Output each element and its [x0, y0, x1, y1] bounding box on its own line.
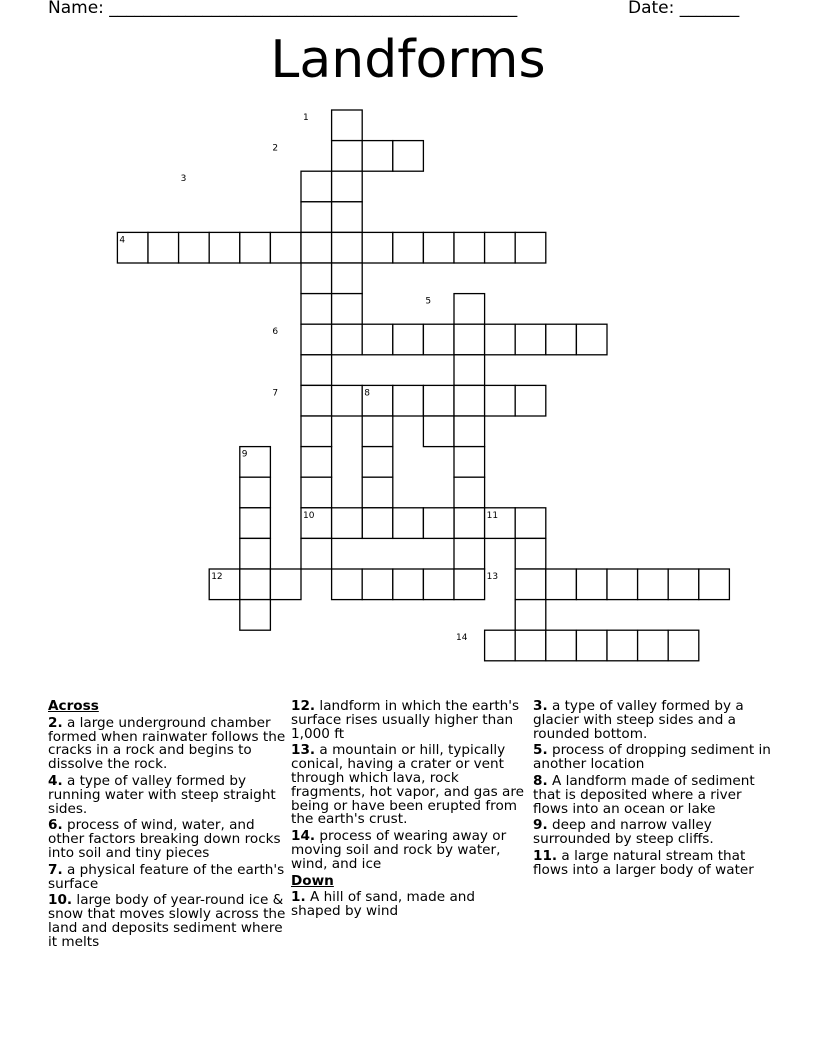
clue-text: large body of year-round ice & snow that moves slowly across the land and deposits sediment where it melts	[48, 892, 286, 950]
clue-text: process of wearing away or moving soil and rock by water, wind, and ice	[291, 828, 507, 872]
crossword-cell[interactable]	[454, 385, 485, 416]
cell-number: 5	[425, 296, 432, 307]
clue-number: 5.	[533, 742, 548, 759]
crossword-cell[interactable]	[148, 232, 179, 263]
clues-column-3	[533, 700, 773, 881]
clue-item	[291, 830, 526, 871]
crossword-cell[interactable]	[576, 569, 607, 600]
crossword-cell[interactable]	[301, 477, 332, 508]
crossword-cell[interactable]	[301, 232, 332, 263]
crossword-cell[interactable]	[638, 569, 669, 600]
crossword-cell[interactable]	[362, 416, 393, 447]
clue-number: 6.	[48, 817, 63, 834]
clue-item	[291, 744, 526, 827]
clue-text: deep and narrow valley surrounded by steep cliffs.	[533, 817, 714, 848]
clue-item	[291, 891, 526, 919]
clue-text: process of wind, water, and other factors breaking down rocks into soil and tiny pieces	[48, 817, 281, 861]
clue-number: 14.	[291, 828, 316, 845]
crossword-cell[interactable]	[423, 385, 454, 416]
clue-number: 7.	[48, 861, 63, 878]
cell-number: 2	[272, 143, 279, 154]
crossword-cell[interactable]	[393, 508, 424, 539]
crossword-cell[interactable]	[332, 294, 363, 325]
clue-text: a mountain or hill, typically conical, having a crater or vent through which lava, rock fragments, hot vapor, and gas are being or have been erupted from the earth's crust.	[291, 742, 524, 828]
clue-item	[48, 772, 288, 817]
clue-text: a type of valley formed by a glacier with steep sides and a rounded bottom.	[533, 698, 744, 742]
crossword-cell[interactable]	[423, 508, 454, 539]
crossword-cell[interactable]	[240, 569, 271, 600]
crossword-cell[interactable]	[423, 324, 454, 355]
crossword-cell[interactable]	[454, 508, 485, 539]
clue-item	[48, 861, 288, 892]
crossword-cell[interactable]	[546, 569, 577, 600]
cell-number: 1	[303, 113, 309, 123]
clue-text: A landform made of sediment that is deposited where a river flows into an ocean or lake	[533, 772, 755, 817]
clue-item	[533, 847, 773, 878]
crossword-cell[interactable]	[485, 232, 516, 263]
clues-column-2	[291, 700, 526, 922]
name-field[interactable]: Name: ________________________________________________	[48, 0, 518, 18]
crossword-cell[interactable]	[423, 569, 454, 600]
across-heading: Across	[48, 698, 99, 714]
crossword-cell[interactable]	[240, 232, 271, 263]
crossword-cell[interactable]	[454, 538, 485, 569]
crossword-cell[interactable]	[546, 324, 577, 355]
crossword-cell[interactable]	[393, 232, 424, 263]
crossword-cell[interactable]	[454, 416, 485, 447]
crossword-cell[interactable]	[332, 324, 363, 355]
cell-number: 10	[303, 510, 315, 521]
crossword-cell[interactable]	[515, 385, 546, 416]
clue-item	[48, 714, 288, 773]
cell-number: 8	[364, 388, 370, 399]
crossword-cell[interactable]	[393, 141, 424, 172]
crossword-cell[interactable]	[668, 569, 699, 600]
crossword-cell[interactable]	[699, 569, 730, 600]
crossword-cell[interactable]	[240, 538, 271, 569]
clue-number: 9.	[533, 817, 548, 834]
crossword-cell[interactable]	[485, 630, 516, 661]
crossword-cell[interactable]	[301, 294, 332, 325]
crossword-cell[interactable]	[362, 569, 393, 600]
clue-item	[533, 819, 773, 847]
crossword-cell[interactable]	[301, 202, 332, 233]
clue-text: a type of valley formed by running water with steep straight sides.	[48, 772, 276, 817]
crossword-cell[interactable]	[301, 263, 332, 294]
cell-number: 14	[456, 633, 468, 644]
crossword-cell[interactable]	[638, 630, 669, 661]
clue-text: a large natural stream that flows into a larger body of water	[533, 847, 754, 878]
clue-item	[48, 894, 288, 949]
crossword-cell[interactable]	[301, 385, 332, 416]
crossword-cell[interactable]	[454, 294, 485, 325]
clue-number: 4.	[48, 772, 63, 789]
crossword-cell[interactable]	[454, 324, 485, 355]
clue-number: 13.	[291, 742, 316, 759]
crossword-cell[interactable]	[362, 324, 393, 355]
date-field[interactable]: Date: _______	[628, 0, 740, 18]
crossword-cell[interactable]	[515, 600, 546, 631]
crossword-cell[interactable]	[332, 508, 363, 539]
crossword-cell[interactable]	[240, 600, 271, 631]
clue-number: 12.	[291, 698, 316, 714]
cell-number: 12	[211, 572, 223, 582]
clue-text: a physical feature of the earth's surface	[48, 861, 285, 892]
clue-number: 3.	[533, 698, 548, 714]
crossword-cell[interactable]	[240, 508, 271, 539]
cell-number: 4	[119, 235, 126, 246]
crossword-cell[interactable]	[485, 324, 516, 355]
crossword-cell[interactable]	[362, 477, 393, 508]
clue-text: A hill of sand, made and shaped by wind	[291, 889, 476, 920]
clues-column-1	[48, 700, 288, 953]
crossword-cell[interactable]	[485, 385, 516, 416]
clue-number: 2.	[48, 714, 63, 731]
crossword-cell[interactable]	[515, 324, 546, 355]
crossword-cell[interactable]	[332, 569, 363, 600]
crossword-cell[interactable]	[576, 630, 607, 661]
crossword-cell[interactable]	[301, 355, 332, 386]
clue-number: 1.	[291, 889, 306, 906]
crossword-cell[interactable]	[515, 232, 546, 263]
clue-text: process of dropping sediment in another location	[533, 742, 771, 773]
crossword-cell[interactable]	[332, 263, 363, 294]
down-heading: Down	[291, 872, 334, 889]
cell-number: 6	[272, 327, 279, 338]
crossword-cell[interactable]	[515, 630, 546, 661]
cell-number: 11	[486, 510, 499, 521]
crossword-cell[interactable]	[607, 630, 638, 661]
cell-number: 7	[272, 388, 279, 399]
crossword-cell[interactable]	[301, 538, 332, 569]
cell-number: 3	[180, 174, 187, 185]
crossword-cell[interactable]	[270, 569, 301, 600]
crossword-cell[interactable]	[332, 141, 363, 172]
crossword-cell[interactable]	[332, 171, 363, 202]
crossword-cell[interactable]	[362, 232, 393, 263]
crossword-cell[interactable]	[515, 508, 546, 539]
crossword-cell[interactable]	[423, 232, 454, 263]
crossword-cell[interactable]	[301, 324, 332, 355]
crossword-cell[interactable]	[454, 569, 485, 600]
page-title: Landforms	[270, 30, 546, 90]
crossword-cell[interactable]	[423, 416, 454, 447]
crossword-cell[interactable]	[393, 569, 424, 600]
crossword-cell[interactable]	[240, 477, 271, 508]
crossword-cell[interactable]	[301, 416, 332, 447]
crossword-cell[interactable]	[393, 324, 424, 355]
crossword-cell[interactable]	[301, 171, 332, 202]
clue-number: 8.	[533, 772, 548, 789]
crossword-cell[interactable]	[209, 232, 240, 263]
crossword-cell[interactable]	[332, 110, 363, 141]
crossword-cell[interactable]	[270, 232, 301, 263]
crossword-cell[interactable]	[332, 202, 363, 233]
clue-item	[533, 700, 773, 741]
clue-text: a large underground chamber formed when rainwater follows the cracks in a rock and begins to dissolve the rock.	[48, 714, 286, 773]
crossword-cell[interactable]	[576, 324, 607, 355]
cell-number: 13	[486, 572, 499, 582]
crossword-cell[interactable]	[454, 477, 485, 508]
crossword-cell[interactable]	[332, 232, 363, 263]
crossword-cell[interactable]	[454, 355, 485, 386]
crossword-cell[interactable]	[668, 630, 699, 661]
crossword-cell[interactable]	[454, 232, 485, 263]
crossword-cell[interactable]	[362, 141, 393, 172]
clue-text: landform in which the earth's surface rises usually higher than 1,000 ft	[291, 698, 520, 742]
crossword-cell[interactable]	[607, 569, 638, 600]
crossword-cell[interactable]	[393, 385, 424, 416]
clue-item	[533, 744, 773, 772]
crossword-cell[interactable]	[454, 447, 485, 478]
crossword-cell[interactable]	[515, 538, 546, 569]
crossword-cell[interactable]	[515, 569, 546, 600]
crossword-cell[interactable]	[362, 447, 393, 478]
clue-item	[48, 819, 288, 860]
crossword-cell[interactable]	[546, 630, 577, 661]
crossword-cell[interactable]	[362, 508, 393, 539]
crossword-cell[interactable]	[179, 232, 210, 263]
cell-number: 9	[241, 449, 248, 460]
crossword-cell[interactable]	[301, 447, 332, 478]
clue-item	[291, 700, 526, 741]
crossword-cell[interactable]	[332, 385, 363, 416]
clue-number: 11.	[533, 847, 558, 864]
clue-item	[533, 772, 773, 817]
clue-number: 10.	[48, 892, 73, 909]
